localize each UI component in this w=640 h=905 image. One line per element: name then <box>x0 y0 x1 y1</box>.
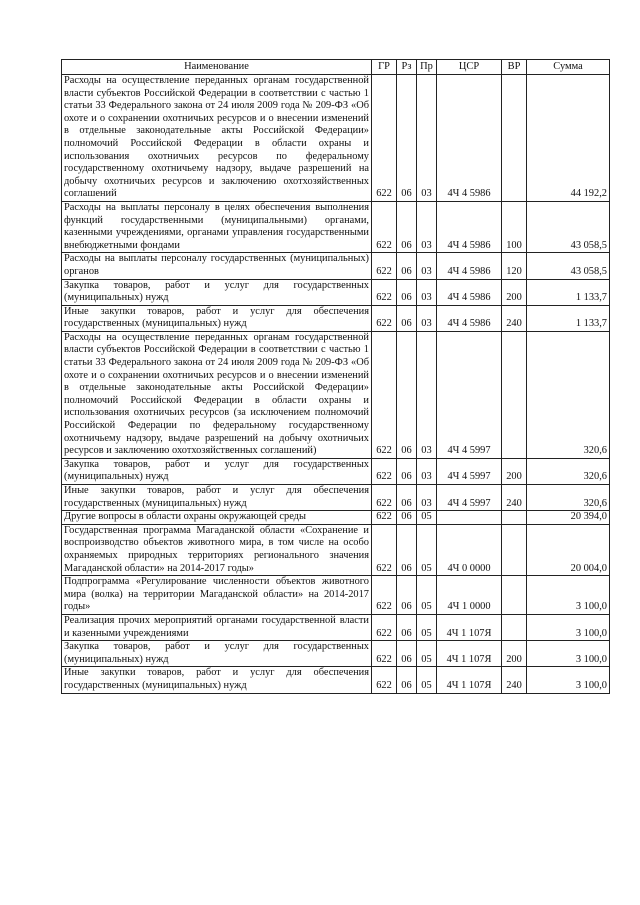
cell-vr <box>502 524 527 575</box>
table-row <box>62 511 610 525</box>
cell-vr: 200 <box>502 458 527 484</box>
cell-sum: 20 394,0 <box>527 511 610 525</box>
cell-gr: 622 <box>372 667 397 693</box>
cell-pr: 05 <box>417 511 437 525</box>
cell-rz: 06 <box>397 511 417 525</box>
cell-rz: 06 <box>397 305 417 331</box>
budget-table <box>61 59 610 694</box>
cell-sum: 1 133,7 <box>527 305 610 331</box>
cell-rz: 06 <box>397 201 417 252</box>
cell-sum: 3 100,0 <box>527 641 610 667</box>
cell-sum: 43 058,5 <box>527 201 610 252</box>
table-row <box>62 279 610 305</box>
header-row <box>62 60 610 75</box>
cell-name: Закупка товаров, работ и услуг для государственных (муниципальных) нужд <box>62 458 372 484</box>
cell-gr: 622 <box>372 331 397 458</box>
cell-gr: 622 <box>372 614 397 640</box>
cell-pr: 03 <box>417 75 437 202</box>
cell-csr <box>437 511 502 525</box>
cell-vr <box>502 614 527 640</box>
cell-sum: 320,6 <box>527 485 610 511</box>
cell-gr: 622 <box>372 201 397 252</box>
cell-pr: 03 <box>417 331 437 458</box>
table-row <box>62 485 610 511</box>
cell-sum: 3 100,0 <box>527 614 610 640</box>
cell-gr: 622 <box>372 524 397 575</box>
cell-sum: 43 058,5 <box>527 253 610 279</box>
table-row <box>62 201 610 252</box>
header-vr: ВР <box>502 60 527 75</box>
cell-rz: 06 <box>397 576 417 615</box>
cell-vr: 120 <box>502 253 527 279</box>
cell-rz: 06 <box>397 614 417 640</box>
cell-name: Иные закупки товаров, работ и услуг для обеспечения государственных (муниципальных) нужд <box>62 485 372 511</box>
cell-gr: 622 <box>372 458 397 484</box>
cell-pr: 03 <box>417 253 437 279</box>
cell-name: Реализация прочих мероприятий органами государственной власти и казенными учреждениями <box>62 614 372 640</box>
cell-vr <box>502 576 527 615</box>
cell-vr: 240 <box>502 485 527 511</box>
cell-rz: 06 <box>397 75 417 202</box>
cell-gr: 622 <box>372 511 397 525</box>
header-gr: ГР <box>372 60 397 75</box>
cell-pr: 03 <box>417 201 437 252</box>
cell-pr: 03 <box>417 305 437 331</box>
cell-pr: 05 <box>417 641 437 667</box>
cell-csr: 4Ч 4 5997 <box>437 458 502 484</box>
cell-gr: 622 <box>372 641 397 667</box>
cell-sum: 3 100,0 <box>527 576 610 615</box>
cell-sum: 320,6 <box>527 331 610 458</box>
cell-sum: 20 004,0 <box>527 524 610 575</box>
cell-pr: 03 <box>417 279 437 305</box>
cell-sum: 1 133,7 <box>527 279 610 305</box>
table-row <box>62 305 610 331</box>
cell-rz: 06 <box>397 485 417 511</box>
cell-rz: 06 <box>397 279 417 305</box>
cell-vr: 240 <box>502 305 527 331</box>
cell-pr: 03 <box>417 458 437 484</box>
cell-pr: 05 <box>417 667 437 693</box>
cell-gr: 622 <box>372 279 397 305</box>
cell-vr: 100 <box>502 201 527 252</box>
cell-name: Иные закупки товаров, работ и услуг для обеспечения государственных (муниципальных) нужд <box>62 667 372 693</box>
cell-vr: 240 <box>502 667 527 693</box>
cell-csr: 4Ч 4 5986 <box>437 253 502 279</box>
cell-vr <box>502 75 527 202</box>
cell-rz: 06 <box>397 458 417 484</box>
table-row <box>62 75 610 202</box>
cell-rz: 06 <box>397 253 417 279</box>
table-row <box>62 524 610 575</box>
cell-name: Государственная программа Магаданской области «Сохранение и воспроизводство объектов животного мира, в том числе на особо охраняемых природных территориях регионального значения Магаданской области» на 2014-2017 годы» <box>62 524 372 575</box>
cell-name: Иные закупки товаров, работ и услуг для обеспечения государственных (муниципальных) нужд <box>62 305 372 331</box>
cell-pr: 05 <box>417 576 437 615</box>
cell-name: Расходы на выплаты персоналу государственных (муниципальных) органов <box>62 253 372 279</box>
cell-gr: 622 <box>372 253 397 279</box>
cell-vr <box>502 331 527 458</box>
header-name: Наименование <box>62 60 372 75</box>
table-row <box>62 614 610 640</box>
header-sum: Сумма <box>527 60 610 75</box>
cell-gr: 622 <box>372 576 397 615</box>
header-csr: ЦСР <box>437 60 502 75</box>
cell-pr: 03 <box>417 485 437 511</box>
header-rz: Рз <box>397 60 417 75</box>
table-row <box>62 576 610 615</box>
cell-name: Закупка товаров, работ и услуг для государственных (муниципальных) нужд <box>62 641 372 667</box>
table-row <box>62 253 610 279</box>
header-pr: Пр <box>417 60 437 75</box>
cell-csr: 4Ч 4 5997 <box>437 485 502 511</box>
cell-csr: 4Ч 4 5986 <box>437 305 502 331</box>
cell-rz: 06 <box>397 524 417 575</box>
cell-vr: 200 <box>502 641 527 667</box>
table-body <box>62 75 610 694</box>
cell-vr: 200 <box>502 279 527 305</box>
cell-gr: 622 <box>372 75 397 202</box>
cell-gr: 622 <box>372 485 397 511</box>
cell-vr <box>502 511 527 525</box>
cell-csr: 4Ч 4 5986 <box>437 75 502 202</box>
cell-sum: 320,6 <box>527 458 610 484</box>
cell-sum: 3 100,0 <box>527 667 610 693</box>
cell-csr: 4Ч 1 107Я <box>437 614 502 640</box>
cell-rz: 06 <box>397 667 417 693</box>
cell-csr: 4Ч 1 107Я <box>437 667 502 693</box>
cell-name: Закупка товаров, работ и услуг для государственных (муниципальных) нужд <box>62 279 372 305</box>
cell-csr: 4Ч 1 107Я <box>437 641 502 667</box>
cell-name: Расходы на осуществление переданных органам государственной власти субъектов Российской Федерации в соответствии с частью 1 статьи 33 Федерального закона от 24 июля 2009 года № 209-ФЗ «Об охоте и о сохранении охотничьих ресурсов и о внесении изменений в отдельные законодательные акты Российской Федерации» полномочий Российской Федерации в области охраны и использования охотничьих ресурсов (за исключением полномочий Российской Федерации по федеральному государственному охотничьему надзору, выдаче разрешений на добычу охотничьих ресурсов и заключению охотхозяйственных соглашений) <box>62 331 372 458</box>
cell-rz: 06 <box>397 641 417 667</box>
cell-csr: 4Ч 0 0000 <box>437 524 502 575</box>
cell-name: Другие вопросы в области охраны окружающей среды <box>62 511 372 525</box>
cell-csr: 4Ч 1 0000 <box>437 576 502 615</box>
cell-pr: 05 <box>417 614 437 640</box>
cell-pr: 05 <box>417 524 437 575</box>
cell-csr: 4Ч 4 5997 <box>437 331 502 458</box>
cell-csr: 4Ч 4 5986 <box>437 279 502 305</box>
cell-name: Расходы на выплаты персоналу в целях обеспечения выполнения функций государственными (муниципальными) органами, казенными учреждениями, органами управления государственными внебюджетными фондами <box>62 201 372 252</box>
table-row <box>62 641 610 667</box>
cell-sum: 44 192,2 <box>527 75 610 202</box>
cell-gr: 622 <box>372 305 397 331</box>
table-row <box>62 458 610 484</box>
cell-csr: 4Ч 4 5986 <box>437 201 502 252</box>
cell-name: Расходы на осуществление переданных органам государственной власти субъектов Российской Федерации в соответствии с частью 1 статьи 33 Федерального закона от 24 июля 2009 года № 209-ФЗ «Об охоте и о сохранении охотничьих ресурсов и о внесении изменений в отдельные законодательные акты Российской Федерации» полномочий Российской Федерации в области охраны и использования охотничьих ресурсов по федеральному государственному охотничьему надзору, выдаче разрешений на добычу охотничьих ресурсов и заключению охотхозяйственных соглашений <box>62 75 372 202</box>
table-row <box>62 331 610 458</box>
cell-name: Подпрограмма «Регулирование численности объектов животного мира (волка) на территории Магаданской области» на 2014-2017 годы» <box>62 576 372 615</box>
table-row <box>62 667 610 693</box>
cell-rz: 06 <box>397 331 417 458</box>
